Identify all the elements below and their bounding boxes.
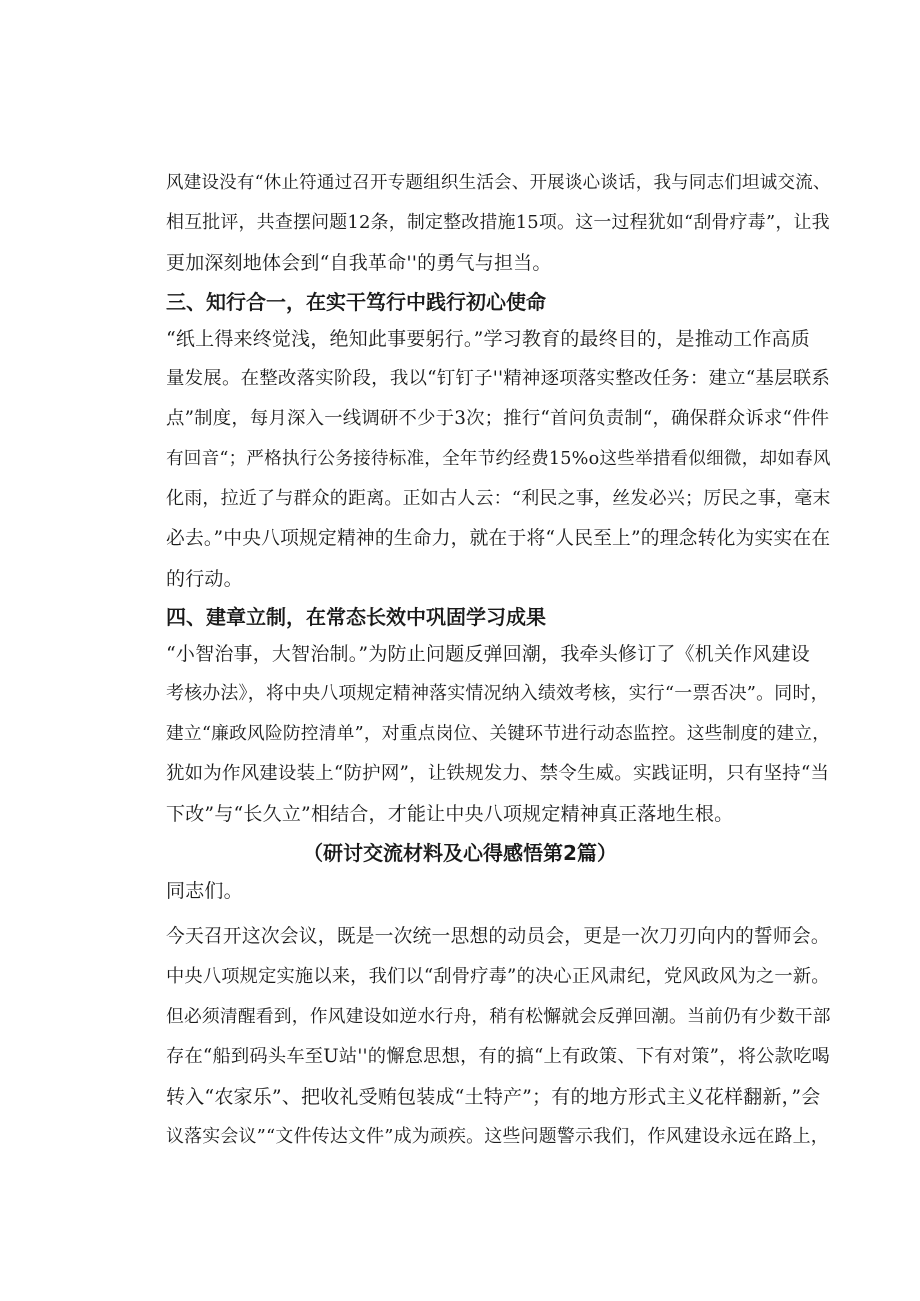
article-title: （研讨交流材料及心得感悟第2篇） <box>303 841 617 865</box>
paragraph-line: 下改”与“长久立”相结合，才能让中央八项规定精神真正落地生根。 <box>166 803 734 825</box>
paragraph-line: 考核办法》，将中央八项规定精神落实情况纳入绩效考核，实行“一票否决”。同时， <box>166 683 829 704</box>
salutation: 同志们。 <box>166 880 243 902</box>
paragraph-line: 中央八项规定实施以来，我们以“刮骨疗毒”的决心正风肃纪，党风政风为之一新。 <box>166 966 830 987</box>
paragraph-line: 化雨，拉近了与群众的距离。正如古人云：“利民之事，丝发必兴；厉民之事，毫末 <box>166 488 831 509</box>
paragraph-line: 有回音“；严格执行公务接待标准，全年节约经费15%o这些举措看似细微，却如春风 <box>166 449 831 469</box>
paragraph-line: 必去。”中央八项规定精神的生命力，就在于将“人民至上”的理念转化为实实在在 <box>166 528 831 549</box>
paragraph-line: 议落实会议”“文件传达文件”成为顽疾。这些问题警示我们，作风建设永远在路上， <box>166 1126 829 1147</box>
paragraph-line: 建立“廉政风险防控清单”，对重点岗位、关键环节进行动态监控。这些制度的建立， <box>166 724 831 744</box>
paragraph-line: 点”制度，每月深入一线调研不少于3次；推行“首问负责制“，确保群众诉求“件件 <box>166 408 830 429</box>
section-heading: 三、知行合一，在实干笃行中践行初心使命 <box>166 290 546 314</box>
paragraph-line: 的行动。 <box>166 568 243 590</box>
paragraph-line: 犹如为作风建设装上“防护网”，让铁规发力、禁令生威。实践证明，只有坚持“当 <box>166 763 830 784</box>
section-heading: 四、建章立制，在常态长效中巩固学习成果 <box>166 605 546 629</box>
paragraph-line: 今天召开这次会议，既是一次统一思想的动员会，更是一次刀刃向内的誓师会。 <box>166 926 830 947</box>
paragraph-line: 更加深刻地体会到“自我革命''的勇气与担当。 <box>166 252 552 274</box>
paragraph-line: 存在“船到码头车至U站''的懈怠思想，有的搞“上有政策、下有对策”，将公款吃喝 <box>166 1046 831 1067</box>
paragraph-line: 相互批评，共查摆问题12条，制定整改措施15项。这一过程犹如“刮骨疗毒”，让我 <box>166 212 830 233</box>
paragraph-line: “纸上得来终觉浅，绝知此事要躬行。”学习教育的最终目的，是推动工作高质 <box>166 328 810 350</box>
paragraph-line: 量发展。在整改落实阶段，我以“钉钉子''精神逐项落实整改任务：建立“基层联系 <box>166 368 831 389</box>
paragraph-line: 但必须清醒看到，作风建设如逆水行舟，稍有松懈就会反弹回潮。当前仍有少数干部 <box>166 1007 831 1027</box>
paragraph-line: 转入“农家乐”、把收礼受贿包装成“土特产”；有的地方形式主义花样翻新，”会 <box>166 1086 821 1108</box>
paragraph-line: 风建设没有“休止符通过召开专题组织生活会、开展谈心谈话，我与同志们坦诚交流、 <box>166 173 831 193</box>
paragraph-line: “小智治事，大智治制。”为防止问题反弹回潮，我牵头修订了《机关作风建设 <box>166 643 810 665</box>
